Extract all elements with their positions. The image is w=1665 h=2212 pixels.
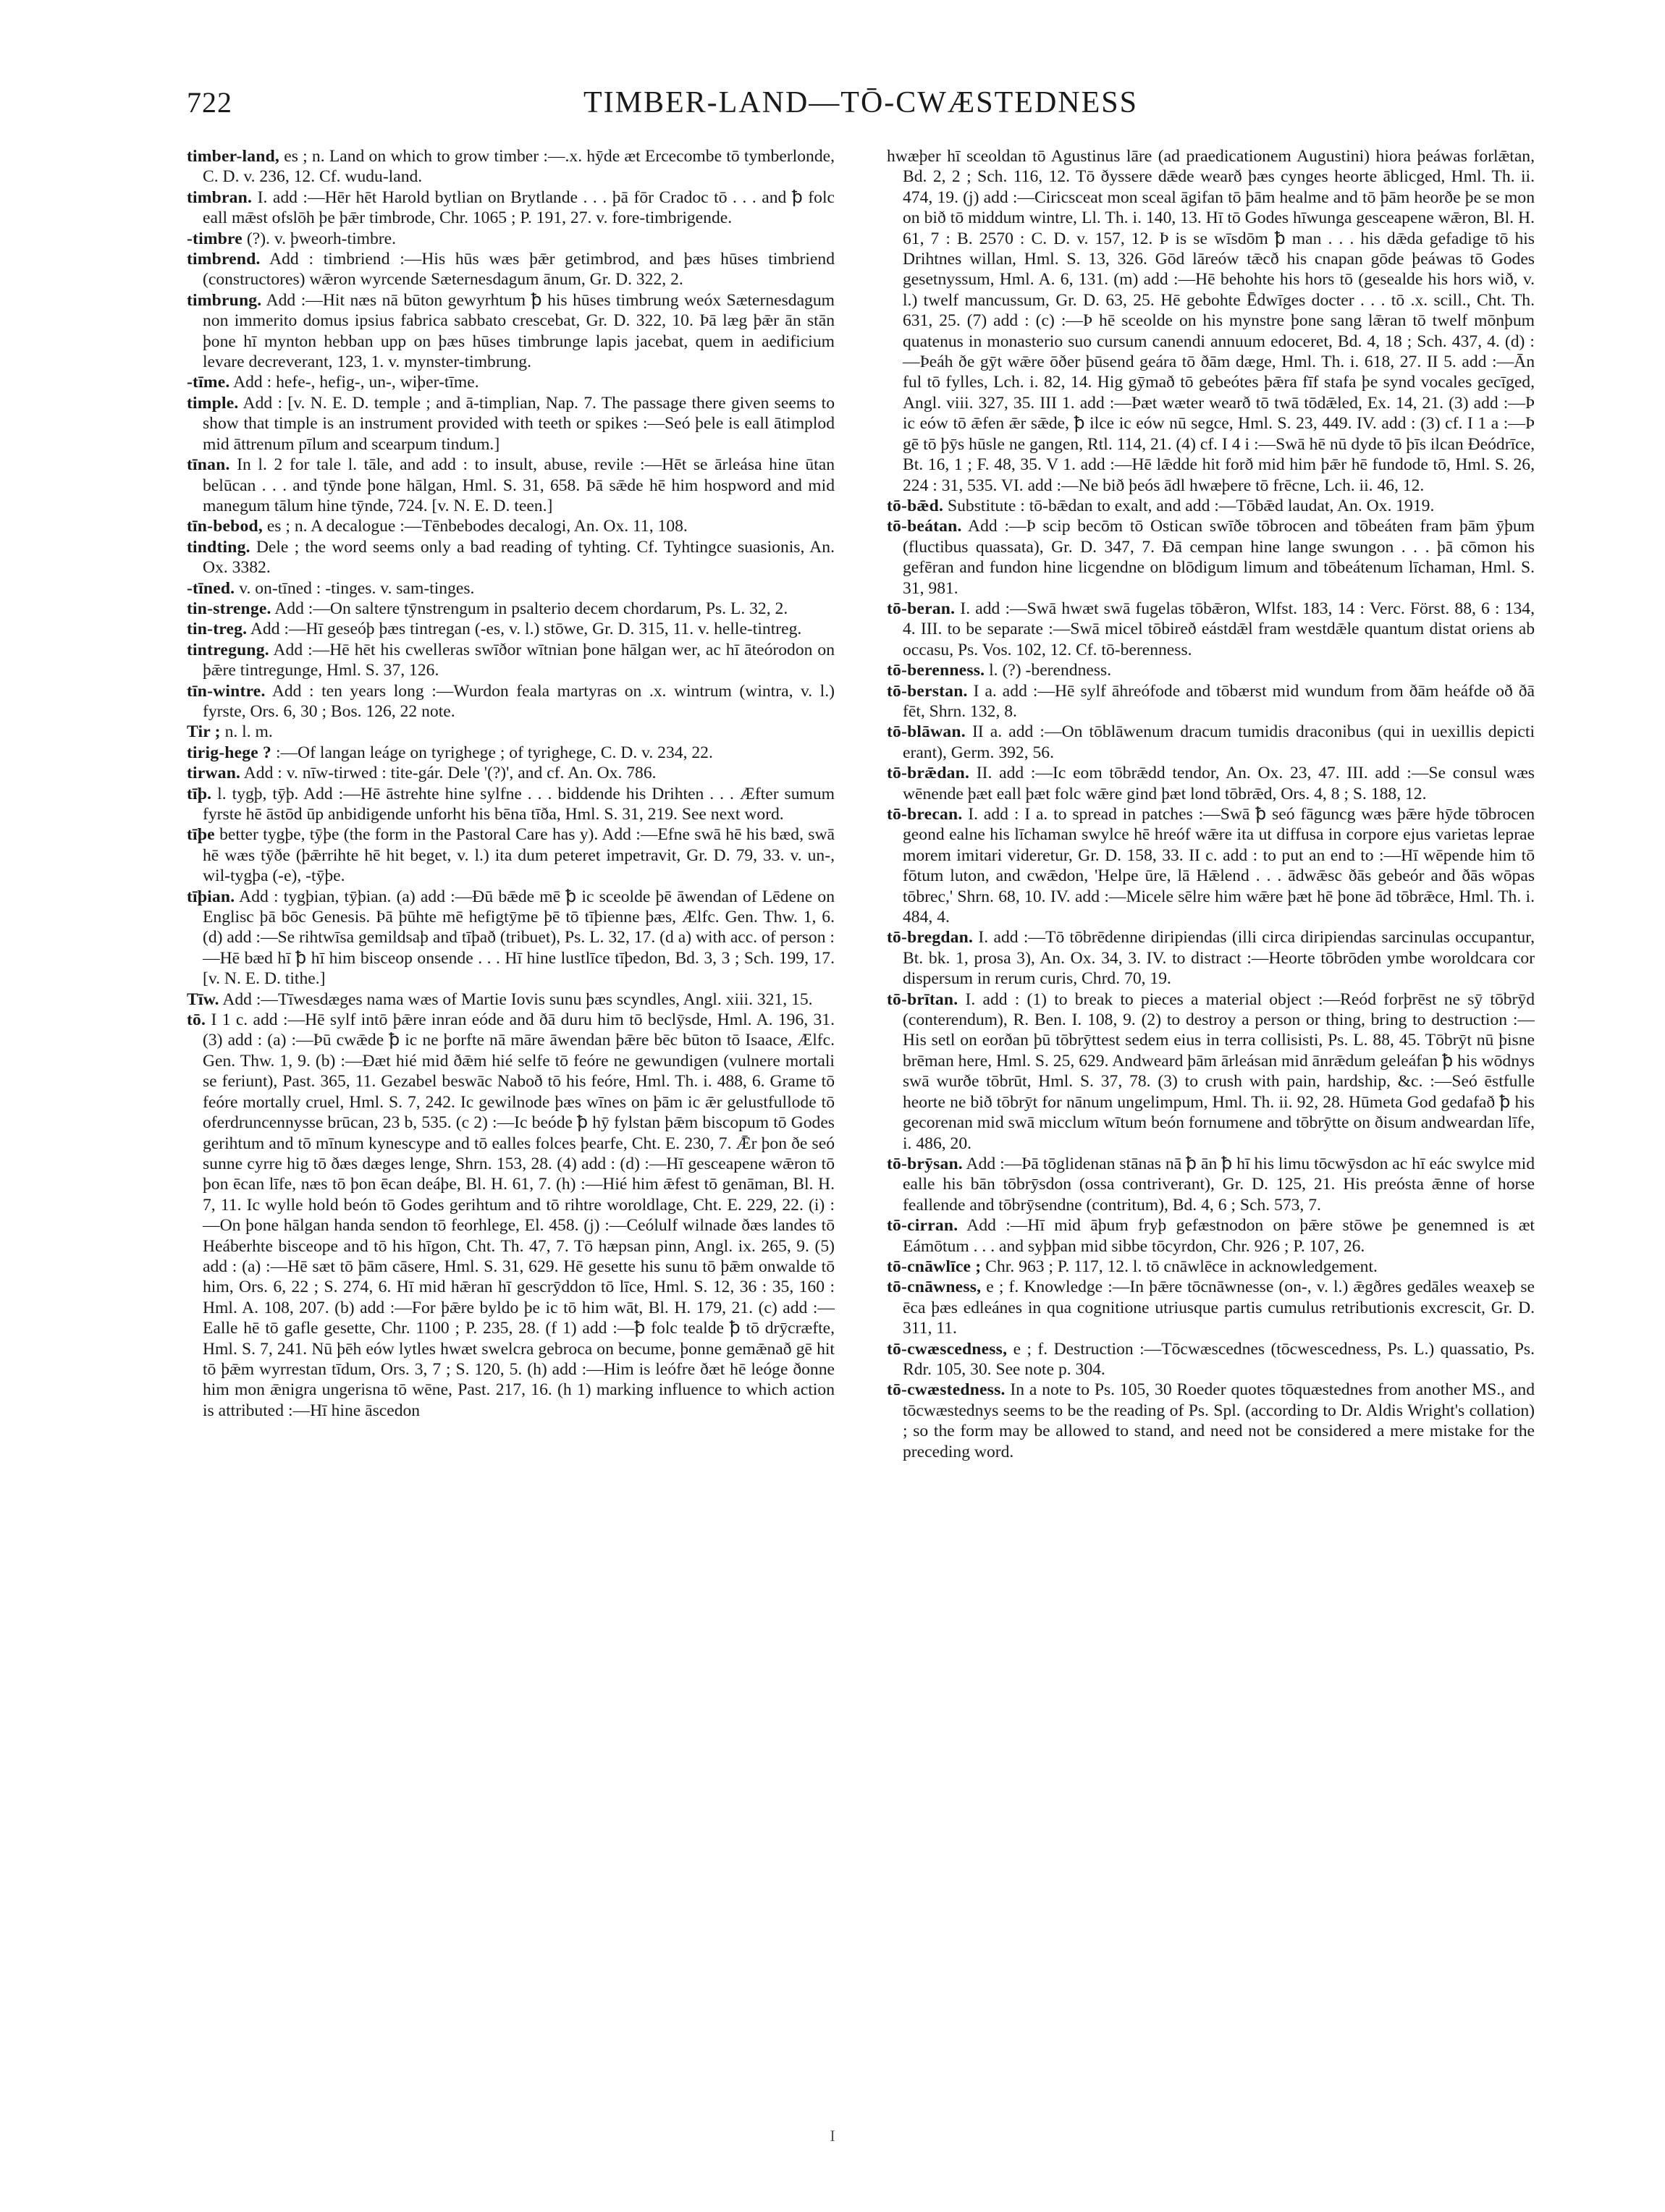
dictionary-entry bbox=[187, 290, 835, 373]
entry-headword: timber-land, bbox=[187, 147, 280, 166]
dictionary-entry bbox=[887, 1154, 1535, 1215]
dictionary-entry bbox=[187, 578, 835, 599]
dictionary-entry bbox=[887, 496, 1535, 516]
dictionary-entry bbox=[887, 763, 1535, 804]
dictionary-entry bbox=[187, 824, 835, 886]
dictionary-entry bbox=[887, 927, 1535, 989]
entry-text: Add : tygþian, tȳþian. (a) add :—Ðū bǣde mē ꝥ ic sceolde þē āwendan of Lēdene on Englisc þā bōc Genesis. Þā þūhte mē hefigtȳme þē tō tīþienne þæs, Ælfc. Gen. Thw. 1, 6. (d) add :—Se rihtwīsa gemildsaþ and tīþað (tribuet), Ps. L. 32, 17. (d a) with acc. of person :—Hē bæd hī ꝥ hī him bisceop onsende . . . Hī hine lustlīce tīþedon, Bd. 3, 3 ; Sch. 199, 17. [v. N. E. D. tithe.] bbox=[203, 887, 835, 989]
entry-text: I a. add :—Hē sylf āhreófode and tōbærst mid wundum from ðām heáfde oð ðā fēt, Shrn. 132, 8. bbox=[903, 681, 1535, 721]
entry-headword: tīnan. bbox=[187, 455, 230, 475]
entry-text: hwæþer hī sceoldan tō Agustinus lāre (ad praedicationem Augustini) hiora þeáwas forlǣtan, Bd. 2, 2 ; Sch. 116, 12. Tō ðyssere dǣde wearð þæs cynges heorte āblicged, Hml. Th. ii. 474, 19. (j) add :—Ciricsceat mon sceal āgifan tō þām healme and tō þām heorðe þe se mon on bið tō middum wintre, Ll. Th. i. 140, 13. Hī tō Godes hīwunga gesceapene wǣron, Bl. H. 61, 7 : B. 2570 : C. D. v. 157, 12. Þ is se wīsdōm ꝥ man . . . his dǣda gefadige tō his Drihtnes willan, Hml. S. 13, 326. Gōd lāreów tǣcð his cnapan gōde þeáwas tō Godes gesetnyssum, Hml. A. 6, 131. (m) add :—Hē behohte his hors tō (gesealde his hors wið, v. l.) twelf mancussum, Gr. D. 63, 25. Hē gebohte Ēdwīges docter . . . tō .x. scill., Cht. Th. 631, 25. (7) add : (c) :—Þ hē sceolde on his mynstre þone sang lǣran tō twelf mōnþum quatenus in monasterio suo cursum canendi annuum edoceret, Bd. 4, 18 ; Sch. 437, 4. (d) :—Þeáh ðe gȳt wǣre ōðer þūsend geára tō ðām dæge, Hml. Th. i. 618, 27. II 5. add :—Ān ful tō fylles, Lch. i. 82, 14. Hig gȳmað tō gebeótes þǣra fīf stafa þe synd vocales gecīged, Angl. viii. 327, 35. III 1. add :—Þæt wæter wearð tō twā tōdǣled, Ex. 14, 21. (3) add :—Þ ic eów tō ǣfen ǣr sǣde, ꝥ ilce ic eów nū segce, Hml. S. 23, 449. IV. add : (3) cf. I 1 a :—Þ gē tō þȳs hūsle ne gangen, Rtl. 114, 21. (4) cf. I 4 i :—Swā hē nū dyde tō þīs ilcan Ðeódrīce, Bt. 16, 1 ; F. 48, 35. V 1. add :—Hē lǣdde hit forð mid him þǣr hē fundode tō, Hml. S. 26, 224 : 31, 535. VI. add :—Ne bið þeós ādl hwæþere tō frēcne, Lch. ii. 46, 12. bbox=[887, 147, 1535, 495]
entry-text: Chr. 963 ; P. 117, 12. l. tō cnāwlēce in acknowledgement. bbox=[981, 1257, 1378, 1276]
entry-headword: tīþe bbox=[187, 825, 215, 845]
dictionary-entry bbox=[187, 516, 835, 536]
entry-text: I. add :—Tō tōbrēdenne diripiendas (illi circa diripiendas sarcinulas occupantur, Bt. bk. 1, prosa 3), An. Ox. 34, 3. IV. to distract :—Heorte tōbrōden ymbe woroldcara cor dispersum in rerum curis, Chrd. 70, 19. bbox=[903, 928, 1535, 989]
dictionary-entry bbox=[187, 372, 835, 392]
entry-headword: tō-cirran. bbox=[887, 1216, 958, 1236]
left-column bbox=[187, 146, 835, 1421]
entry-text: Add :—Þā tōglidenan stānas nā ꝥ ān ꝥ hī his limu tōcwȳsdon ac hī eác swylce mid ealle his bān tōbrȳsdon (ossa contriverant), Gr. D. 125, 21. His preósta ǣnne of horse feallende and tōbrȳsendne (contritum), Bd. 4, 6 ; Sch. 573, 7. bbox=[903, 1154, 1535, 1215]
entry-headword: tō-bǣd. bbox=[887, 496, 944, 515]
entry-text: es ; n. A decalogue :—Tēnbebodes decalogi, An. Ox. 11, 108. bbox=[262, 517, 688, 536]
entry-text: I. add :—Hēr hēt Harold bytlian on Brytlande . . . þā fōr Cradoc tō . . . and ꝥ folc eall mǣst ofslōh þe þǣr timbrode, Chr. 1065 ; P. 191, 27. v. fore-timbrigende. bbox=[203, 187, 835, 228]
entry-headword: tin-treg. bbox=[187, 620, 248, 639]
dictionary-entry bbox=[887, 1257, 1535, 1277]
dictionary-entry bbox=[887, 804, 1535, 927]
entry-headword: tō-cwæstedness. bbox=[887, 1380, 1006, 1400]
entry-headword: tō-cnāwness, bbox=[887, 1278, 982, 1297]
entry-headword: tindting. bbox=[187, 537, 250, 557]
dictionary-entry bbox=[187, 640, 835, 681]
entry-headword: tō-brītan. bbox=[887, 989, 958, 1009]
entry-text: Add :—Hit næs nā būton gewyrhtum ꝥ his hūses timbrung weóx Sæternesdagum non immerito domus ipsius fabrica sabbato crescebat, Gr. D. 322, 10. Þā læg þǣr ān stān þone hī mynton hebban upp on þæs hūses timbrunge lapis jacebat, quem in aedificium levare decreverant, 123, 1. v. mynster-timbrung. bbox=[203, 290, 835, 372]
dictionary-entry bbox=[187, 537, 835, 578]
dictionary-entry bbox=[887, 722, 1535, 763]
entry-headword: tō-brecan. bbox=[887, 805, 963, 824]
dictionary-entry bbox=[887, 1215, 1535, 1257]
signature-mark: I bbox=[830, 2127, 835, 2145]
entry-text: I 1 c. add :—Hē sylf intō þǣre inran eóde and ðā duru him tō beclȳsde, Hml. A. 196, 31. (3) add : (a) :—Þū cwǣde ꝥ ic ne þorfte nā māre āwendan þǣre bēc būton tō Isaace, Ælfc. Gen. Thw. 1, 9. (b) :—Ðæt hié mid ðǣm hié selfe tō feóre ne gewundigen (vulnere mortali se feriunt), Past. 365, 11. Gezabel beswāc Naboð tō his feóre, Hml. Th. i. 488, 6. Grame tō feóre mortally cruel, Hml. S. 7, 242. Ic gewilnode þæs wīnes on þām ic ǣr gelustfullode tō oferdruncennysse brūcan, 23 b, 535. (c 2) :—Ic beóde ꝥ hȳ fylstan þǣm biscopum tō Godes gerihtum and tō mīnum kynescype and tō ealles folces þearfe, Cht. E. 230, 7. Ǣr þon ðe seó sunne cyrre hig tō ðæs dæges lenge, Shrn. 153, 28. (4) add : (d) :—Hī gesceapene wǣron tō þon ēcan līfe, næs tō þon ēcan deáþe, Bl. H. 61, 7. (h) :—Hié him ǣfest tō genāman, Bl. H. 7, 11. Ic wylle hold beón tō Godes gerihtum and tō rihtre woroldlage, Cht. E. 229, 22. (i) :—On þone hālgan handa sendon tō feorhlege, El. 458. (j) :—Ceólulf wilnade ðæs landes tō Heáberhte bisceope and tō his hīgon, Cht. Th. 47, 7. Tō hæpsan pinn, Angl. ix. 265, 9. (5) add : (a) :—Hē sæt tō þām cāsere, Hml. S. 31, 629. Hē gesette his sunu tō þǣm onwalde tō him, Ors. 6, 22 ; S. 274, 6. Hī mid hǣran hī gescrȳddon tō līce, Hml. S. 12, 36 : 35, 160 : Hml. A. 108, 207. (b) add :—For þǣre byldo þe ic tō him wāt, Bl. H. 179, 21. (c) add :—Ealle hē tō gafle gesette, Chr. 1100 ; P. 235, 28. (f 1) add :—ꝥ folc tealde ꝥ tō drȳcræfte, Hml. S. 7, 241. Nū þēh eów lytles hwæt swelcra gebroca on becume, þonne gemǣnað gē hit tō þǣm wyrrestan tīdum, Ors. 3, 7 ; S. 120, 5. (h) add :—Him is leófre ðæt hē leóge ðonne him mon ǣnigra ungerisna tō wēne, Past. 217, 16. (h 1) marking influence to which action is attributed :—Hī hine āscedon bbox=[203, 1010, 835, 1420]
entry-text: es ; n. Land on which to grow timber :—.x. hȳde æt Ercecombe tō tymberlonde, C. D. v. 236, 12. Cf. wudu-land. bbox=[203, 147, 835, 187]
entry-headword: tō. bbox=[187, 1010, 206, 1030]
dictionary-entry bbox=[887, 1380, 1535, 1462]
entry-text: Add : [v. N. E. D. temple ; and ā-timplian, Nap. 7. The passage there given seems to show that timple is an instrument provided with teeth or spikes :—Seó þele is eall ātimplod mid āttrenum pīlum and scearpum tindum.] bbox=[203, 393, 835, 454]
dictionary-entry bbox=[187, 681, 835, 722]
dictionary-entry bbox=[887, 1277, 1535, 1338]
entry-headword: -tīme. bbox=[187, 373, 230, 392]
dictionary-entry bbox=[187, 763, 835, 783]
entry-headword: timbrung. bbox=[187, 290, 262, 310]
entry-headword: tō-brȳsan. bbox=[887, 1154, 963, 1173]
entry-text: e ; f. Knowledge :—In þǣre tōcnāwnesse (on-, v. l.) ǣgðres gedāles weaxeþ se ēca þæs edleánes in qua cognitione utriusque partis cumulus retributionis excrescit, Gr. D. 311, 11. bbox=[903, 1278, 1535, 1338]
right-column bbox=[887, 146, 1535, 1462]
dictionary-entry bbox=[187, 887, 835, 989]
dictionary-entry bbox=[187, 455, 835, 516]
entry-text: Add : v. nīw-tirwed : tite-gár. Dele '(?)', and cf. An. Ox. 786. bbox=[240, 764, 657, 783]
entry-headword: tō-blāwan. bbox=[887, 722, 966, 742]
entry-text: Add :—Tīwesdæges nama wæs of Martie Iovis sunu þæs scyndles, Angl. xiii. 321, 15. bbox=[219, 989, 813, 1009]
entry-headword: timbrend. bbox=[187, 250, 261, 269]
entry-headword: tirwan. bbox=[187, 764, 241, 783]
entry-headword: tirig-hege ? bbox=[187, 743, 272, 762]
dictionary-entry bbox=[887, 516, 1535, 599]
entry-headword: tō-beran. bbox=[887, 599, 956, 618]
dictionary-entry bbox=[187, 249, 835, 290]
entry-text: n. l. m. bbox=[220, 722, 273, 742]
entry-headword: timple. bbox=[187, 393, 239, 413]
entry-text: l. tygþ, tȳþ. Add :—Hē āstrehte hine sylfne . . . biddende his Drihten . . . Æfter sumum fyrste hē āstōd ūp anbidigende unforht his bēna tīða, Hml. S. 31, 219. See next word. bbox=[203, 784, 835, 824]
entry-text: Add :—Þ scip becōm tō Ostican swīðe tōbrocen and tōbeáten fram þām ȳþum (fluctibus quassata), Gr. D. 347, 7. Ðā cempan hine lange swungon . . . þā cōmon his gefēran and fundon hine licgendne on blōdigum limum and tōbeátenum līchaman, Hml. S. 31, 981. bbox=[903, 517, 1535, 598]
entry-text: Add :—Hē hēt his cwelleras swīðor wītnian þone hālgan wer, ac hī āteórodon on þǣre tintregunge, Hml. S. 37, 126. bbox=[203, 640, 835, 680]
entry-text: II. add :—Ic eom tōbrǣdd tendor, An. Ox. 23, 47. III. add :—Se consul wæs wēnende þæt eall þæt folc wǣre gind þæt lond tōbrǣd, Ors. 4, 8 ; S. 188, 12. bbox=[903, 764, 1535, 803]
entry-text: Add :—On saltere tȳnstrengum in psalterio decem chordarum, Ps. L. 32, 2. bbox=[271, 599, 788, 618]
dictionary-entry bbox=[187, 743, 835, 763]
entry-headword: tīn-wintre. bbox=[187, 681, 266, 701]
page-number: 722 bbox=[187, 86, 232, 119]
entry-text: :—Of langan leáge on tyrighege ; of tyrighege, C. D. v. 234, 22. bbox=[271, 743, 713, 762]
entry-text: Add :—Hī mid āþum fryþ gefæstnodon on þǣre stōwe þe genemned is æt Eámōtum . . . and syþþan mid sibbe tōcyrdon, Chr. 926 ; P. 107, 26. bbox=[903, 1216, 1535, 1256]
dictionary-entry bbox=[187, 1010, 835, 1421]
entry-headword: timbran. bbox=[187, 187, 253, 207]
entry-text: Add : ten years long :—Wurdon feala martyras on .x. wintrum (wintra, v. l.) fyrste, Ors. 6, 30 ; Bos. 126, 22 note. bbox=[203, 681, 835, 721]
entry-headword: tō-cwæscedness, bbox=[887, 1339, 1008, 1359]
dictionary-entry bbox=[187, 393, 835, 455]
entry-text: Add : hefe-, hefig-, un-, wiþer-tīme. bbox=[229, 373, 479, 392]
dictionary-entry bbox=[887, 146, 1535, 496]
entry-headword: tō-brǣdan. bbox=[887, 764, 970, 783]
entry-text: Substitute : tō-bǣdan to exalt, and add :—Tōbǣd laudat, An. Ox. 1919. bbox=[943, 496, 1435, 515]
entry-headword: tīþ. bbox=[187, 784, 212, 803]
dictionary-entry bbox=[187, 187, 835, 229]
entry-headword: -tīned. bbox=[187, 578, 235, 598]
entry-text: v. on-tīned : -tinges. v. sam-tinges. bbox=[235, 578, 475, 598]
dictionary-entry bbox=[887, 660, 1535, 680]
entry-text: In l. 2 for tale l. tāle, and add : to insult, abuse, revile :—Hēt se ārleása hine ūtan belūcan . . . and tȳnde þone hālgan, Hml. S. 31, 658. Þā sǣde hē him hospword and mid manegum tālum hine tȳnde, 724. [v. N. E. D. teen.] bbox=[203, 455, 835, 515]
entry-text: l. (?) -berendness. bbox=[985, 661, 1112, 680]
entry-text: II a. add :—On tōblāwenum dracum tumidis draconibus (qui in uexillis depicti erant), Germ. 392, 56. bbox=[903, 722, 1535, 762]
entry-text: I. add :—Swā hwæt swā fugelas tōbǣron, Wlfst. 183, 14 : Verc. Först. 88, 6 : 134, 4. III. to be separate :—Swā micel tōbireð eástdǣl fram westdǣle quantum distat oriens ab occasu, Ps. Vos. 102, 12. Cf. tō-berenness. bbox=[903, 599, 1535, 659]
dictionary-entry bbox=[187, 599, 835, 619]
entry-headword: tīn-bebod, bbox=[187, 517, 263, 536]
entry-headword: tintregung. bbox=[187, 640, 269, 659]
entry-headword: tīþian. bbox=[187, 887, 235, 906]
entry-text: (?). v. þweorh-timbre. bbox=[242, 229, 397, 248]
dictionary-entry bbox=[887, 989, 1535, 1154]
entry-headword: tō-beátan. bbox=[887, 517, 962, 536]
dictionary-entry bbox=[187, 989, 835, 1010]
entry-headword: tō-bregdan. bbox=[887, 928, 974, 947]
page-title: TIMBER-LAND—TŌ-CWÆSTEDNESS bbox=[583, 86, 1138, 119]
dictionary-entry bbox=[187, 146, 835, 187]
entry-headword: Tir ; bbox=[187, 722, 221, 742]
entry-text: Add : timbriend :—His hūs wæs þǣr getimbrod, and þæs hūses timbriend (constructores) wǣron wyrcende Sæternesdagum ānum, Gr. D. 322, 2. bbox=[203, 250, 835, 290]
dictionary-entry bbox=[187, 784, 835, 825]
dictionary-entry bbox=[887, 599, 1535, 660]
entry-text: I. add : (1) to break to pieces a material object :—Reód forþrēst ne sȳ tōbrȳd (conterendum), R. Ben. I. 108, 9. (2) to destroy a person or thing, bring to destruction :—His setl on eorðan þū tōbrȳttest sedem eius in terra collisisti, Ps. L. 88, 45. Tōbrȳt nū þisne brēman here, Hml. S. 25, 629. Andweard þām ārleásan mid ānrǣdum geleáfan ꝥ his wōdnys swā wurðe tōbrūt, Hml. S. 37, 78. (3) to crush with pain, hardship, &c. :—Seó ēstfulle heorte ne bið tōbrȳt for nānum ungelimpum, Hml. Th. ii. 92, 28. Hūmeta God gedafað ꝥ his gecorenan mid swā micclum wītum beón fornumene and tōbrȳtte on ðisum andweardan līfe, i. 486, 20. bbox=[903, 989, 1535, 1153]
entry-text: e ; f. Destruction :—Tōcwæscednes (tōcwescedness, Ps. L.) quassatio, Ps. Rdr. 105, 30. See note p. 304. bbox=[903, 1339, 1535, 1379]
entry-text: I. add : I a. to spread in patches :—Swā ꝥ seó fāguncg wæs þǣre hȳde tōbrocen geond ealne his līchaman swylce hē hreóf wǣre ita ut diffusa in corpore ejus varietas leprae morem imitari videretur, Gr. D. 158, 33. II c. add : to put an end to :—Hī wēpende him tō fōtum luton, and cwǣdon, 'Helpe ūre, lā Hǣlend . . . ādwǣsc ðās gebeór and ðās wōpas tōbrec,' Shrn. 68, 10. IV. add :—Micele sēlre him wǣre þæt hē þone ād tōbrǣce, Hml. Th. i. 484, 4. bbox=[903, 805, 1535, 927]
dictionary-entry bbox=[887, 1339, 1535, 1380]
entry-text: Dele ; the word seems only a bad reading of tyhting. Cf. Tyhtingce suasionis, An. Ox. 3382. bbox=[203, 537, 835, 578]
dictionary-entry bbox=[187, 619, 835, 639]
dictionary-entry bbox=[187, 722, 835, 742]
entry-headword: tō-berstan. bbox=[887, 681, 968, 701]
entry-text: Add :—Hī geseóþ þæs tintregan (-es, v. l.) stōwe, Gr. D. 315, 11. v. helle-tintreg. bbox=[247, 620, 802, 639]
entry-headword: tō-berenness. bbox=[887, 661, 985, 680]
dictionary-entry bbox=[887, 681, 1535, 722]
entry-headword: tō-cnāwlīce ; bbox=[887, 1257, 982, 1276]
entry-headword: Tīw. bbox=[187, 989, 219, 1009]
running-head bbox=[187, 85, 1535, 129]
entry-text: In a note to Ps. 105, 30 Roeder quotes tōquæstednes from another MS., and tōcwæstednys seems to be the reading of Ps. Spl. (according to Dr. Aldis Wright's collation) ; so the form may be allowed to stand, and need not be considered a mere mistake for the preceding word. bbox=[903, 1380, 1535, 1461]
entry-text: better tygþe, tȳþe (the form in the Pastoral Care has y). Add :—Efne swā hē his bæd, swā hē wæs tȳðe (þǣrrihte hē hit beget, v. l.) ita dum peteret impetravit, Gr. D. 79, 33. v. un-, wil-tygþa (-e), -tȳþe. bbox=[203, 825, 835, 886]
dictionary-entry bbox=[187, 229, 835, 249]
entry-headword: tin-strenge. bbox=[187, 599, 271, 618]
entry-headword: -timbre bbox=[187, 229, 243, 248]
